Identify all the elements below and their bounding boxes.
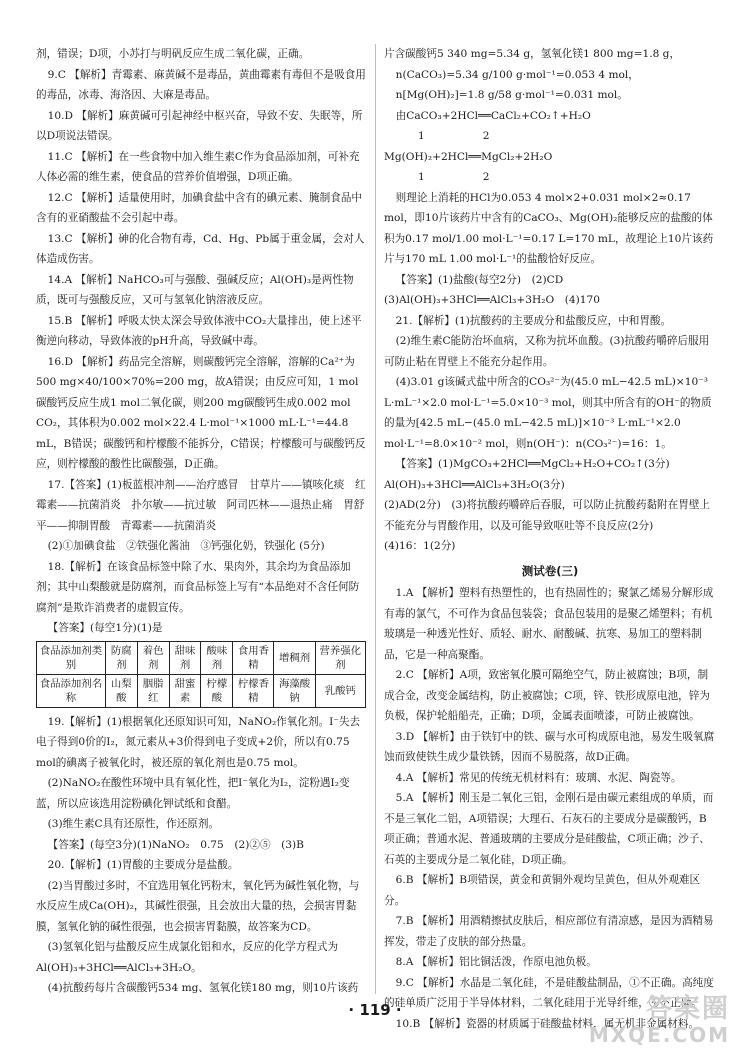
paragraph: (2)AD(2分) (3)将抗酸药嚼碎后吞服，可以防止抗酸药黏附在胃壁上不能充分与胃酸作用，以及可能导致呕吐等不良反应(2分): [384, 499, 711, 532]
table-row: [37, 674, 366, 707]
table-cell: 柠檬酸: [201, 674, 233, 707]
paragraph: 15.B 【解析】呼吸太快太深会导致体液中CO₂大量排出，使上述平衡逆向移动，导致体液的pH升高，导致碱中毒。: [36, 314, 362, 347]
paragraph: 9.C 【解析】水晶是二氧化硅，不是硅酸盐制品，①不正确。高纯度的硅单质广泛用于半导体材料，二氧化硅用于光导纤维，④不正确。: [384, 976, 714, 1009]
coefficient: 1: [418, 130, 425, 142]
watermark-text: 答案圈: [645, 994, 730, 1024]
table-cell: 甜蜜素: [169, 674, 201, 707]
paragraph: 9.C 【解析】青霉素、麻黄碱不是毒品，黄曲霉素有毒但不是吸食用的毒品，冰毒、海洛因、大麻是毒品。: [36, 68, 366, 101]
left-column: [36, 44, 366, 999]
table-cell: 乳酸钙: [315, 674, 365, 707]
paragraph: 片含碳酸钙5 340 mg=5.34 g，氢氧化镁1 800 mg=1.8 g，: [384, 48, 681, 60]
paragraph: 17.【答案】(1)板蓝根冲剂——治疗感冒 甘草片——镇咳化痰 红霉素——抗菌消炎 扑尔敏——抗过敏 阿司匹林——退热止痛 胃舒平——抑制胃酸 青霉素——抗菌消炎: [36, 478, 366, 532]
paragraph: 8.A 【解析】铝比铜活泼，作原电池负极。: [395, 956, 597, 968]
paragraph: 6.B 【解析】B项错误，黄金和黄铜外观均呈黄色，但从外观难区分。: [384, 874, 701, 907]
table-cell: 海藻酸钠: [274, 674, 315, 707]
paragraph: 【答案】(1)盐酸(每空2分) (2)CD (3)Al(OH)₃+3HCl══AlCl₃+3H₂O (4)170: [384, 273, 600, 306]
table-cell: 胭脂红: [137, 674, 169, 707]
paragraph: 【答案】(1)MgCO₃+2HCl══MgCl₂+H₂O+CO₂↑(3分): [395, 458, 670, 470]
paragraph: 【答案】(每空3分)(1)NaNO₂ 0.75 (2)②⑤ (3)B: [47, 838, 304, 851]
paragraph: (4)抗酸药每片含碳酸钙534 mg、氢氧化镁180 mg，则10片该药: [47, 982, 359, 994]
paragraph: (2)NaNO₂在酸性环境中具有氧化性，把I⁻氧化为I₂，淀粉遇I₂变蓝，所以应该选用淀粉碘化钾试纸和食醋。: [36, 777, 350, 810]
table-cell: 柠檬香精: [233, 674, 274, 707]
equation: Mg(OH)₂+2HCl══MgCl₂+2H₂O: [384, 150, 553, 163]
paragraph: 21.【解析】(1)抗酸药的主要成分和盐酸反应，中和胃酸。: [395, 314, 672, 327]
table-cell: 着色剂: [137, 641, 169, 674]
paragraph: 10.B 【解析】瓷器的材质属于硅酸盐材料，属无机非金属材料。: [395, 1017, 700, 1030]
table-cell: 甜味剂: [169, 641, 201, 674]
paragraph: 10.D 【解析】麻黄碱可引起神经中枢兴奋，导致不安、失眠等，所以D项说法错误。: [36, 109, 363, 142]
table-cell: 山梨酸: [105, 674, 137, 707]
table-cell: 食品添加剂类别: [37, 641, 106, 674]
watermark-logo: [589, 996, 730, 1048]
paragraph: (2)①加碘食盐 ②铁强化酱油 ③钙强化奶，铁强化 (5分): [47, 540, 325, 552]
paragraph: n(CaCO₃)=5.34 g/100 g·mol⁻¹=0.053 4 mol，: [395, 68, 639, 81]
paragraph: (3)维生素C具有还原性，作还原剂。: [47, 818, 220, 830]
table-row: [37, 641, 366, 674]
paragraph: 16.D 【解析】药品完全溶解，则碳酸钙完全溶解，溶解的Ca²⁺为500 mg×40/100×70%=200 mg，故A错误；由反应可知，1 mol碳酸钙反应生成1 mol二氧化碳，则200 mg碳酸钙生成0.002 mol CO₂，其体积为0.002 mol×22.4 L·mol⁻¹×1000 mL·L⁻¹=44.8 mL，B错误；碳酸钙和柠檬酸不能拆分，C错误；柠檬酸可与碳酸钙反应，则柠檬酸的酸性比碳酸强，D正确。: [36, 355, 366, 470]
coefficient-row: [384, 126, 716, 147]
paragraph: 7.B 【解析】用酒精擦拭皮肤后，相应部位有清凉感，是因为酒精易挥发，带走了皮肤的部分热量。: [384, 915, 714, 948]
paragraph: 1.A 【解析】塑料有热塑性的，也有热固性的；聚氯乙烯易分解形成有毒的氯气，不可作为食品包装袋；食品包装用的是聚乙烯塑料；有机玻璃是一种透光性好、质轻、耐水、耐酸碱、抗寒、易加工的塑料制品，它是一种高聚酯。: [384, 587, 714, 661]
additive-table: [36, 641, 366, 708]
paragraph: 3.D 【解析】由于铁钉中的铁、碳与水可构成原电池，易发生吸氧腐蚀而致使铁生成少量铁锈，因而不易脱落，故D正确。: [384, 730, 715, 763]
coefficient-row: [384, 167, 716, 188]
table-cell: 食用香精: [233, 641, 274, 674]
paragraph: 14.A 【解析】NaHCO₃可与强酸、强碱反应；Al(OH)₃是两性物质，既可与强酸反应，又可与氢氧化钠溶液反应。: [36, 273, 354, 306]
paragraph: 11.C 【解析】在一些食物中加入维生素C作为食品添加剂，可补充人体必需的维生素，使食品的营养价值增强，D项正确。: [36, 150, 360, 183]
paragraph: 20.【解析】(1)胃酸的主要成分是盐酸。: [47, 859, 239, 871]
paragraph: 剂，错误；D项，小苏打与明矾反应生成二氧化碳，正确。: [36, 48, 310, 60]
paragraph: (2)当胃酸过多时，不宜选用氧化钙粉末，氧化钙为碱性氧化物，与水反应生成Ca(OH)₂，其碱性很强，且会放出大量的热，会损害胃黏膜，氢氧化钠的碱性很强，也会损害胃黏膜，故答案为CD。: [36, 879, 360, 933]
paragraph: 12.C 【解析】适量使用时，加碘食盐中含有的碘元素、腌制食品中含有的亚硝酸盐不会引起中毒。: [36, 191, 363, 224]
paragraph: 2.C 【解析】A项，致密氧化膜可隔绝空气，防止被腐蚀；B项，制成合金，改变金属结构，防止被腐蚀；C项，锌、铁形成原电池，锌为负极，保护轮船船壳，正确；D项，金属表面喷漆，可防止被腐蚀。: [384, 669, 710, 722]
table-cell: 食品添加剂名称: [37, 674, 106, 707]
table-cell: 防腐剂: [105, 641, 137, 674]
paragraph: 则理论上消耗的HCl为0.053 4 mol×2+0.031 mol×2≈0.17 mol，即10片该药片中含有的CaCO₃、Mg(OH)₂能够反应的盐酸的体积为0.17 mol/1.00 mol·L⁻¹=0.17 L=170 mL，故理论上10片该药片与170 mL 1.00 mol·L⁻¹的盐酸恰好反应。: [384, 191, 714, 265]
paragraph: n[Mg(OH)₂]=1.8 g/58 g·mol⁻¹=0.031 mol。: [395, 89, 628, 101]
paragraph: 4.A 【解析】常见的传统无机材料有：玻璃、水泥、陶瓷等。: [395, 771, 682, 784]
coefficient: 2: [482, 130, 490, 142]
page-number: · 119 ·: [348, 1001, 402, 1019]
column-divider: [375, 44, 376, 994]
table-cell: 增稠剂: [274, 641, 315, 674]
coefficient: 1: [418, 171, 425, 183]
paragraph: (4)3.01 g该碱式盐中所含的CO₃²⁻为(45.0 mL−42.5 mL)×10⁻³ L·mL⁻¹×2.0 mol·L⁻¹=5.0×10⁻³ mol，则其中所含有的OH⁻的物质的量为[42.5 mL−(45.0 mL−42.5 mL)]×10⁻³ L·mL⁻¹×2.0 mol·L⁻¹=8.0×10⁻² mol，则n(OH⁻)：n(CO₃²⁻)=16：1。: [384, 376, 712, 450]
table-cell: 营养强化剂: [315, 641, 365, 674]
right-column: [384, 44, 716, 1034]
paragraph: 13.C 【解析】砷的化合物有毒，Cd、Hg、Pb属于重金属，会对人体造成伤害。: [36, 232, 365, 265]
section-title: 测试卷(三): [521, 563, 579, 578]
paragraph: 5.A 【解析】刚玉是二氧化三铝，金刚石是由碳元素组成的单质，而不是三氧化二铝，A项错误；大理石、石灰石的主要成分是碳酸钙，B项正确；普通水泥、普通玻璃的主要成分是硅酸盐，C项正确；沙子、石英的主要成分是二氧化硅，D项正确。: [384, 792, 714, 866]
paragraph: (4)16：1(2分): [384, 540, 456, 552]
paragraph: 18.【解析】在该食品标签中除了水、果肉外，其余均为食品添加剂；其中山梨酸就是防腐剂，而食品标签上写有“本品绝对不含任何防腐剂”是欺诈消费者的虚假宣传。: [36, 560, 360, 614]
paragraph: (3)氢氧化铝与盐酸反应生成氯化铝和水，反应的化学方程式为Al(OH)₃+3HCl══AlCl₃+3H₂O。: [36, 941, 339, 974]
coefficient: 2: [482, 171, 490, 183]
paragraph: Al(OH)₃+3HCl══AlCl₃+3H₂O(3分): [384, 478, 565, 491]
paragraph: (2)维生素C能防治坏血病，又称为抗坏血酸。(3)抗酸药嚼碎后服用可防止粘在胃壁上不能充分起作用。: [384, 335, 710, 368]
watermark-url: MXQE.COM: [588, 1023, 730, 1047]
paragraph: 【答案】(每空1分)(1)是: [47, 622, 163, 634]
table-cell: 酸味剂: [201, 641, 233, 674]
equation: 由CaCO₃+2HCl══CaCl₂+CO₂↑+H₂O: [395, 109, 591, 122]
paragraph: 19.【解析】(1)根据氧化还原知识可知，NaNO₂作氧化剂。I⁻失去电子得到0价的I₂，氮元素从+3价得到电子变成+2价，所以有0.75 mol的碘离子被氧化时，被还原的氧化剂也是0.75 mol。: [36, 715, 361, 769]
